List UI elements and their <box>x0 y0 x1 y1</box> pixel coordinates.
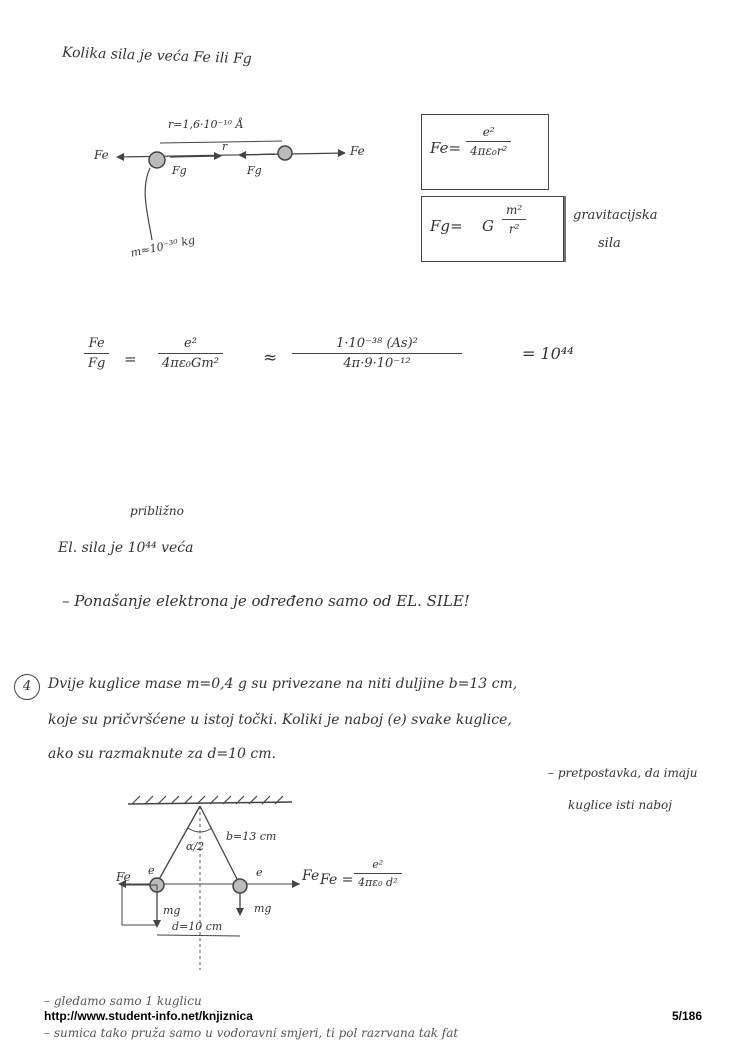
conclusion-line-2: – Ponašanje elektrona je određeno samo od EL. SILE! <box>62 592 470 610</box>
fe-formula-num: e² <box>466 125 511 142</box>
ratio-result: = 10⁴⁴ <box>522 344 574 363</box>
fg-formula-lhs: Fg= <box>430 217 463 235</box>
ratio-equals: = <box>124 350 137 368</box>
fg-formula-box <box>421 196 564 262</box>
fe-formula-lhs: Fe= <box>430 139 462 157</box>
fg-formula-g: G <box>482 217 494 235</box>
problem-text-line2: koje su pričvršćene u istoj točki. Koliki je naboj (e) svake kuglice, <box>48 712 512 728</box>
charge-left-label: e <box>148 864 155 877</box>
fe-formula-fraction <box>466 125 511 158</box>
problem-number-circle <box>14 674 40 700</box>
ratio-rhs-den: 4π·9·10⁻¹² <box>343 356 411 371</box>
charge-right-label: e <box>256 866 263 879</box>
gravity-note-line1: gravitacijska <box>573 208 658 223</box>
fg-formula-num: m² <box>502 203 526 220</box>
fg-right-label: Fg <box>247 164 262 177</box>
fg-left-label: Fg <box>172 164 187 177</box>
ratio-approx: ≈ <box>263 348 278 368</box>
fg-formula-den: r² <box>508 222 520 236</box>
side-note-line1: – pretpostavka, da imaju <box>548 766 698 780</box>
side-note-line2: kuglice isti naboj <box>568 798 672 812</box>
ratio-mid-num: e² <box>158 336 223 354</box>
page-number: 5/186 <box>672 1009 703 1023</box>
fe-right-label-2: Fe <box>302 868 320 884</box>
fe-formula-2-den: 4πε₀ d² <box>358 876 398 889</box>
ratio-mid-den: 4πε₀Gm² <box>162 356 219 371</box>
problem-text-line3: ako su razmaknute za d=10 cm. <box>48 746 276 762</box>
ratio-lhs-num: Fe <box>84 336 109 354</box>
ratio-rhs <box>292 336 462 371</box>
distance-d-label: d=10 cm <box>172 920 223 933</box>
fe-formula-2-num: e² <box>354 858 402 874</box>
angle-label: α/2 <box>186 840 205 853</box>
string-length-label: b=13 cm <box>226 830 277 843</box>
fg-formula-fraction <box>502 203 526 236</box>
mg-left-label: mg <box>163 904 181 917</box>
ratio-lhs-den: Fg <box>88 356 106 371</box>
fe-formula-2-fraction <box>354 858 402 889</box>
page-heading: Kolika sila je veća Fe ili Fg <box>61 44 253 68</box>
ratio-mid <box>158 336 223 371</box>
ratio-lhs <box>84 336 109 371</box>
fe-left-label-2: Fe <box>116 870 131 884</box>
mg-right-label: mg <box>254 902 272 915</box>
note-above: približno <box>130 504 184 518</box>
fe-right-label: Fe <box>350 144 365 158</box>
r-label: r <box>222 140 228 153</box>
distance-label: r=1,6·10⁻¹⁰ Å <box>168 118 244 131</box>
bottom-note-line2: – sumica tako pruža samo u vodoravni smjeri, ti pol razrvana tak fat <box>44 1026 459 1040</box>
problem-text-line1: Dvije kuglice mase m=0,4 g su privezane na niti duljine b=13 cm, <box>48 676 518 692</box>
ratio-rhs-num: 1·10⁻³⁸ (As)² <box>292 336 462 354</box>
mass-label: m≈10⁻³⁰ kg <box>129 233 197 260</box>
conclusion-line: El. sila je 10⁴⁴ veća <box>58 540 194 556</box>
fe-formula-box <box>421 114 549 190</box>
problem-number: 4 <box>22 679 32 694</box>
footer-url-link[interactable]: http://www.student-info.net/knjiznica <box>44 1009 253 1023</box>
fe-formula-den: 4πε₀r² <box>470 144 508 158</box>
gravity-note-line2: sila <box>598 236 621 251</box>
fe-formula-2-lhs: Fe = <box>320 872 354 888</box>
fe-left-label: Fe <box>94 148 109 162</box>
bottom-note-line1: – gledamo samo 1 kuglicu <box>44 994 202 1008</box>
